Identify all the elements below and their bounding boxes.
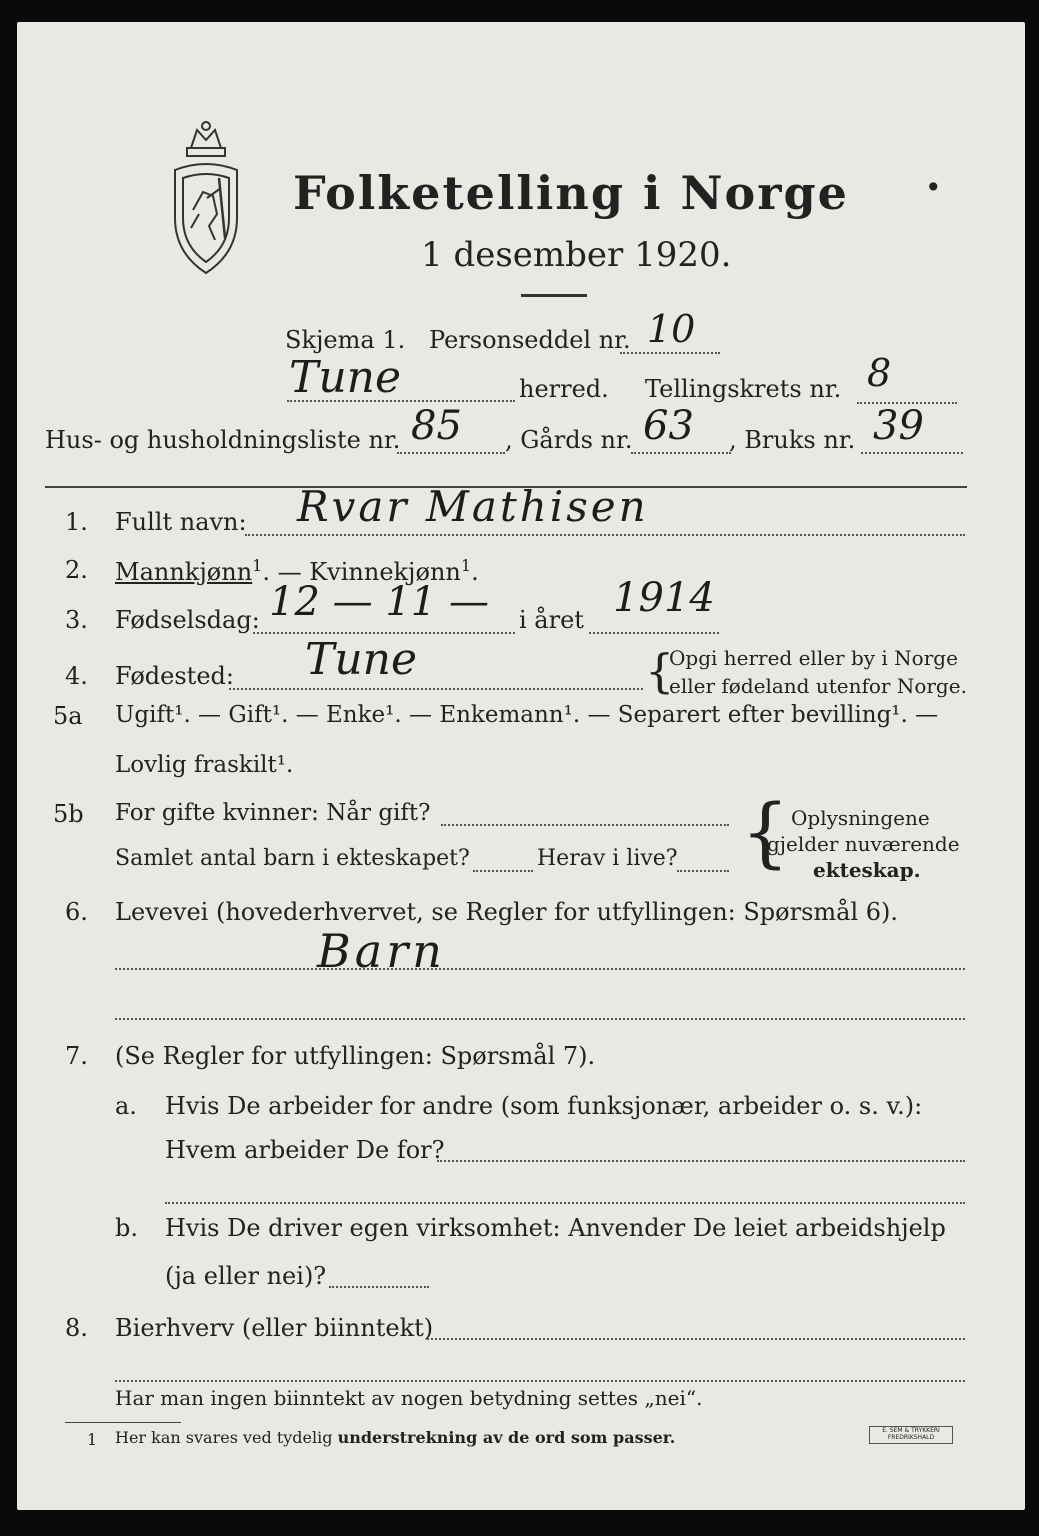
- option-mannkjonn: Mannkjønn: [115, 558, 253, 586]
- skjema-label: Skjema 1.: [285, 326, 406, 354]
- q5b-line2b: Herav i live?: [537, 846, 678, 871]
- census-date: 1 desember 1920.: [421, 235, 732, 275]
- herred-label: herred.: [519, 375, 609, 403]
- q7b-line2: (ja eller nei)?: [165, 1262, 327, 1290]
- q6-line1: [115, 968, 965, 970]
- q5b-line1: For gifte kvinner: Når gift?: [115, 800, 431, 826]
- q7a-number: a.: [115, 1092, 137, 1120]
- bruks-line: [861, 452, 963, 454]
- q4-line: [229, 688, 643, 690]
- q5a-number: 5a: [53, 702, 83, 730]
- coat-of-arms-icon: [167, 118, 245, 278]
- q7b-number: b.: [115, 1214, 138, 1242]
- q5b-number: 5b: [53, 800, 84, 828]
- q5b-note2: gjelder nuværende: [767, 832, 960, 856]
- printer-stamp: E. SEM & TRYKKERI FREDRIKSHALD: [869, 1426, 953, 1444]
- q8-note: Har man ingen biinntekt av nogen betydning settes „nei“.: [115, 1386, 703, 1410]
- full-name-value: Rvar Mathisen: [297, 482, 649, 531]
- census-form-page: [17, 22, 1025, 1510]
- tellingskrets-label: Tellingskrets nr.: [645, 375, 842, 403]
- gards-value: 63: [643, 403, 694, 449]
- star-mark: •: [925, 171, 942, 204]
- personseddel-label: Personseddel nr.: [429, 326, 631, 354]
- q8-label: Bierhverv (eller biinntekt): [115, 1314, 434, 1342]
- q7b-line1: Hvis De driver egen virksomhet: Anvender De leiet arbeidshjelp: [165, 1214, 946, 1242]
- occupation-value: Barn: [317, 924, 446, 978]
- q3-number: 3.: [65, 606, 88, 634]
- q5b-brace: {: [741, 787, 790, 876]
- q6-label: Levevei (hovederhvervet, se Regler for utfyllingen: Spørsmål 6).: [115, 898, 899, 926]
- q3-label: Fødselsdag:: [115, 606, 260, 634]
- q5b-note3: ekteskap.: [813, 858, 921, 882]
- q7a-line-extra: [165, 1202, 965, 1204]
- bruks-value: 39: [873, 403, 924, 449]
- q4-brace: {: [645, 644, 675, 698]
- q7-number: 7.: [65, 1042, 88, 1070]
- q4-note-line2: eller fødeland utenfor Norge.: [669, 674, 967, 698]
- q2-number: 2.: [65, 556, 88, 584]
- bruks-label: , Bruks nr.: [729, 426, 856, 454]
- q5b-children-line: [473, 870, 533, 872]
- q7a-line2: Hvem arbeider De for?: [165, 1136, 445, 1164]
- q7a-line1: Hvis De arbeider for andre (som funksjonær, arbeider o. s. v.):: [165, 1092, 923, 1120]
- q1-label: Fullt navn:: [115, 508, 247, 536]
- q5b-married-line: [441, 824, 729, 826]
- q1-line: [245, 534, 965, 536]
- q4-number: 4.: [65, 662, 88, 690]
- q5b-note1: Oplysningene: [791, 806, 930, 830]
- q5b-alive-line: [677, 870, 729, 872]
- husholdning-line: [397, 452, 505, 454]
- q6-line2: [115, 1018, 965, 1020]
- footnote-rule: [65, 1422, 181, 1423]
- birthdate-value: 12 — 11 —: [269, 579, 489, 625]
- tellingskrets-value: 8: [867, 351, 892, 395]
- q1-number: 1.: [65, 508, 88, 536]
- gards-label: , Gårds nr.: [505, 426, 633, 454]
- birthplace-value: Tune: [305, 634, 418, 685]
- q2-options: Mannkjønn$^1$. — Kvinnekjønn$^1$.: [115, 556, 479, 586]
- q3-year-label: i året: [519, 606, 584, 634]
- personseddel-line: [620, 352, 720, 354]
- footnote-text: Her kan svares ved tydelig understrekning av de ord som passer.: [115, 1428, 676, 1447]
- personseddel-value: 10: [647, 307, 696, 351]
- q8-number: 8.: [65, 1314, 88, 1342]
- q6-number: 6.: [65, 898, 88, 926]
- option-kvinnekjonn: Kvinnekjønn: [309, 558, 461, 586]
- q8-line: [427, 1338, 965, 1340]
- q5a-line2: Lovlig fraskilt¹.: [115, 752, 294, 778]
- q4-note-line1: Opgi herred eller by i Norge: [669, 646, 958, 670]
- herred-value: Tune: [289, 352, 402, 403]
- q5a-line1: Ugift¹. — Gift¹. — Enke¹. — Enkemann¹. — Separert efter bevilling¹. —: [115, 702, 939, 728]
- q7b-line-answer: [329, 1286, 429, 1288]
- title-divider: [521, 294, 587, 297]
- q7-label: (Se Regler for utfyllingen: Spørsmål 7).: [115, 1042, 596, 1070]
- q7a-line-answer: [437, 1160, 965, 1162]
- gards-line: [631, 452, 731, 454]
- q5b-line2a: Samlet antal barn i ekteskapet?: [115, 846, 470, 871]
- husholdning-label: Hus- og husholdningsliste nr.: [45, 426, 401, 454]
- footnote-mark: 1: [87, 1430, 98, 1449]
- form-title: Folketelling i Norge: [293, 166, 849, 220]
- q3-year-line: [589, 632, 719, 634]
- husholdning-value: 85: [411, 403, 462, 449]
- birthyear-value: 1914: [613, 575, 715, 621]
- q8-line-extra: [115, 1380, 965, 1382]
- q4-label: Fødested:: [115, 662, 234, 690]
